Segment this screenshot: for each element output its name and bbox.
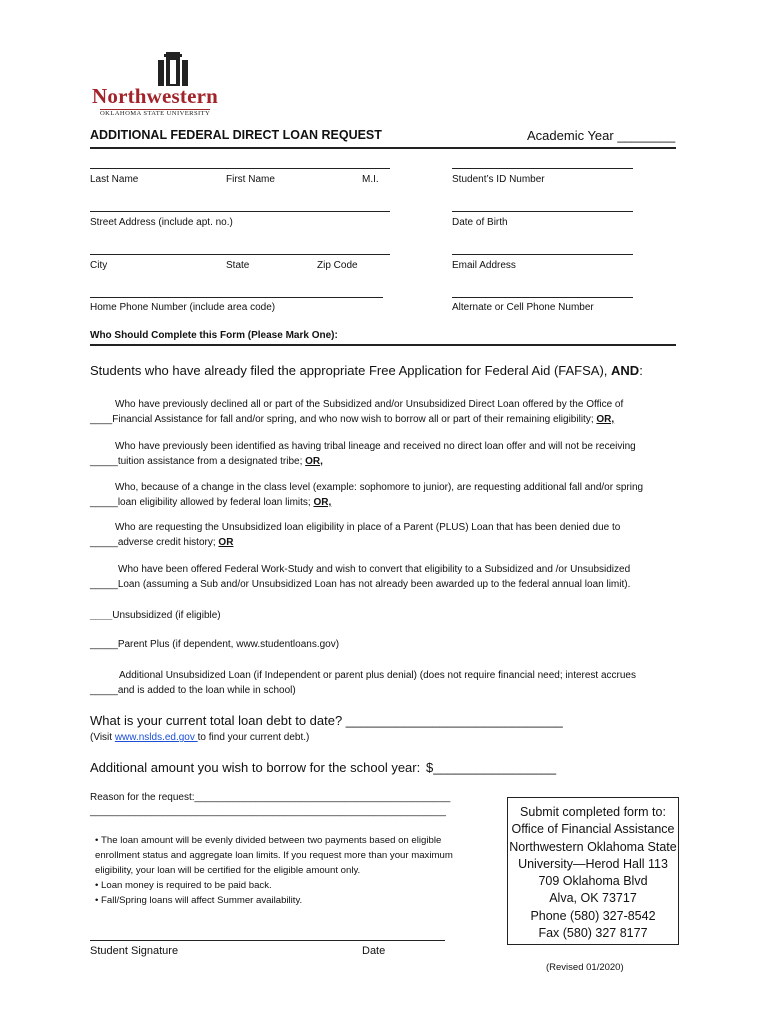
zip-label: Zip Code [317,260,358,271]
option-3[interactable]: Who, because of a change in the class level (example: sophomore to junior), are requesting additional fall and/or spring _____loan eligibility allowed by federal loan limits; OR, [90,482,644,508]
tower-icon [156,50,190,88]
submit-info-box: Submit completed form to: Office of Financial Assistance Northwestern Oklahoma State University—Herod Hall 113 709 Oklahoma Blvd Alva, OK 73717 Phone (580) 327-8542 Fax (580) 327 8177 [507,797,679,945]
header-divider [90,147,676,149]
info-bullets [95,833,505,908]
alt-phone-input-line[interactable] [452,297,633,298]
borrow-amount-label: Additional amount you wish to borrow for the school year: [90,760,421,775]
additional-unsub-option[interactable]: Additional Unsubsidized Loan (if Independent or parent plus denial) (does not require financial need; interest accrues _____and is added to the loan while in school) [90,670,636,696]
signature-label: Student Signature [90,945,179,957]
state-label: State [226,260,250,271]
logo-subtitle: OKLAHOMA STATE UNIVERSITY [100,110,211,117]
university-logo [90,50,260,120]
who-should-heading: Who Should Complete this Form (Please Mark One): [90,330,338,341]
email-input-line[interactable] [452,254,633,255]
nslds-note: (Visit www.nslds.ed.gov to find your current debt.) [90,732,310,743]
revised-note: (Revised 01/2020) [546,962,624,973]
borrow-amount-input[interactable]: $_________________ [426,760,557,775]
bullet-item: • The loan amount will be evenly divided between two payments based on eligible [95,835,442,846]
reason-label[interactable]: Reason for the request:______________________________________________ [90,792,451,803]
form-title: ADDITIONAL FEDERAL DIRECT LOAN REQUEST [90,128,382,142]
street-label: Street Address (include apt. no.) [90,217,233,228]
alt-phone-label: Alternate or Cell Phone Number [452,302,594,313]
academic-year-field[interactable]: Academic Year ________ [527,128,676,143]
name-input-line[interactable] [90,168,390,169]
fafsa-intro: Students who have already filed the appropriate Free Application for Federal Aid (FAFSA), AND: [90,363,643,378]
reason-line-2[interactable]: ________________________________________________________________ [90,806,446,817]
bullet-item: • Fall/Spring loans will affect Summer availability. [95,895,303,906]
home-phone-label: Home Phone Number (include area code) [90,302,276,313]
student-id-input-line[interactable] [452,168,633,169]
unsubsidized-option[interactable]: ____Unsubsidized (if eligible) [90,610,221,621]
bullet-item-cont: eligibility, your loan will be certified for the eligible amount only. [95,865,361,876]
option-4[interactable]: Who are requesting the Unsubsidized loan eligibility in place of a Parent (PLUS) Loan that has been denied due to _____adverse credit history; OR [90,522,621,548]
option-1[interactable]: Who have previously declined all or part of the Subsidized and/or Unsubsidized Direct Loan offered by the Office of ____Financial Assistance for fall and/or spring, and who now wish to borrow all or part of their remaining eligibility; OR, [90,399,624,425]
first-name-label: First Name [226,174,275,185]
nslds-link[interactable]: www.nslds.ed.gov [114,732,198,743]
logo-wordmark: Northwestern [92,84,219,108]
student-id-label: Student’s ID Number [452,174,545,185]
option-5[interactable]: Who have been offered Federal Work-Study and wish to convert that eligibility to a Subsidized and /or Unsubsidized _____Loan (assuming a Sub and/or Unsubsidized Loan has not already been awarded up to the federal annual loan limit). [90,564,631,590]
option-2[interactable]: Who have previously been identified as having tribal lineage and received no direct loan offer and will not be receiving _____tuition assistance from a designated tribe; OR, [90,441,636,467]
debt-question[interactable]: What is your current total loan debt to date? ______________________________ [90,713,563,728]
mi-label: M.I. [362,174,379,185]
dob-input-line[interactable] [452,211,633,212]
bullet-item-cont: enrollment status and aggregate loan limits. If you request more than your maximum [95,850,453,861]
street-input-line[interactable] [90,211,390,212]
city-input-line[interactable] [90,254,390,255]
city-label: City [90,260,108,271]
section-divider [90,344,676,346]
last-name-label: Last Name [90,174,139,185]
parent-plus-option[interactable]: _____Parent Plus (if dependent, www.studentloans.gov) [90,639,340,650]
home-phone-input-line[interactable] [90,297,383,298]
bullet-item: • Loan money is required to be paid back. [95,880,272,891]
dob-label: Date of Birth [452,217,508,228]
email-label: Email Address [452,260,516,271]
signature-line[interactable] [90,940,445,941]
date-label: Date [362,945,386,957]
